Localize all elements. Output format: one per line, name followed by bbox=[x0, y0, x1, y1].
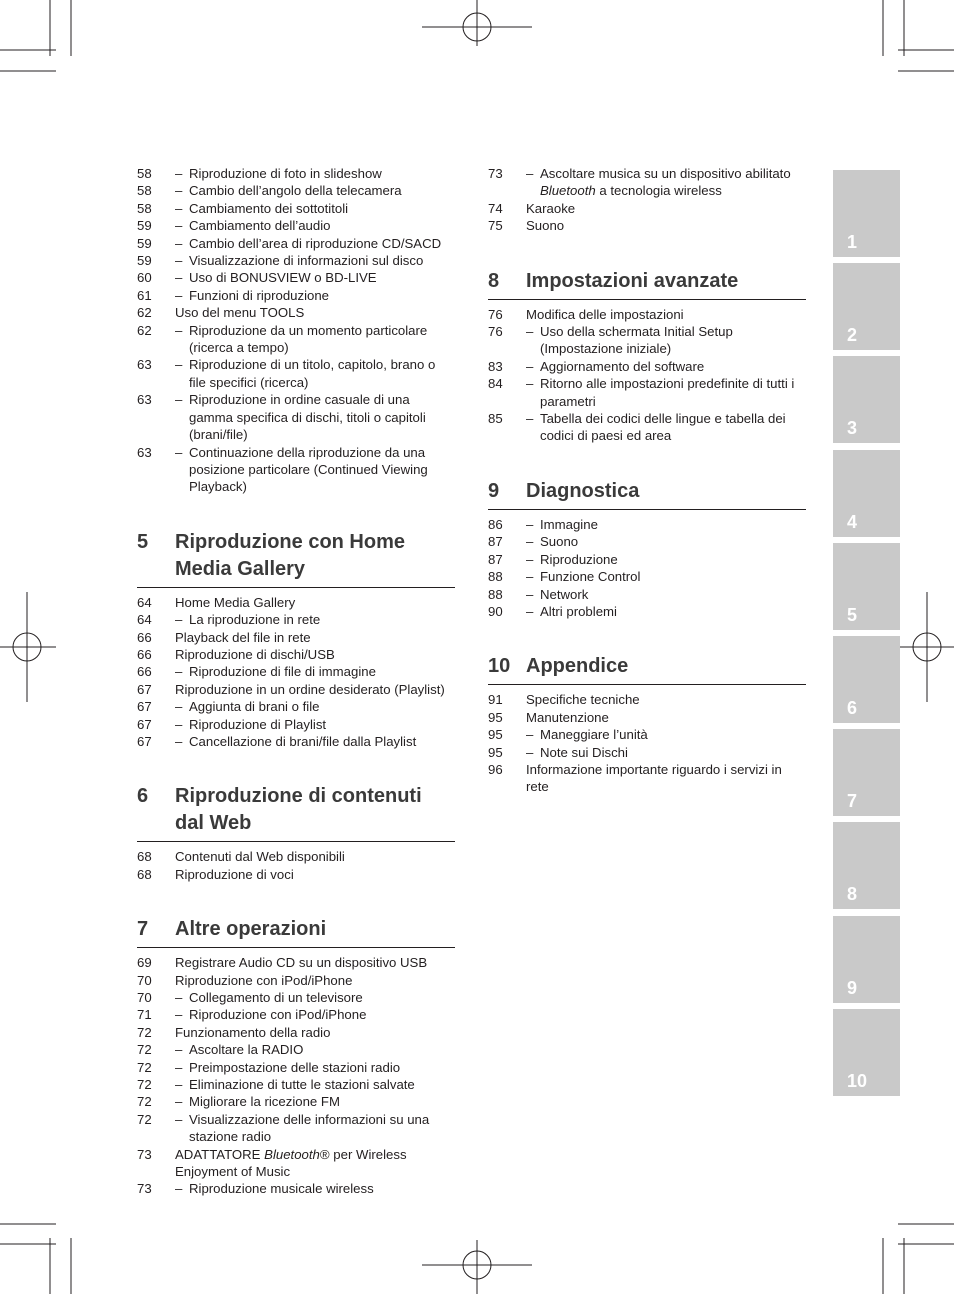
toc-section bbox=[137, 783, 455, 883]
toc-entry[interactable] bbox=[488, 533, 806, 550]
toc-entry[interactable] bbox=[488, 691, 806, 708]
entry-title: – Cambio dell’angolo della telecamera bbox=[175, 182, 455, 199]
page-number: 59 bbox=[137, 218, 152, 234]
page-number: 58 bbox=[137, 183, 152, 199]
page-number: 59 bbox=[137, 253, 152, 269]
toc-section bbox=[137, 529, 455, 751]
page-number: 72 bbox=[137, 1094, 152, 1110]
page-number: 67 bbox=[137, 699, 152, 715]
chapter-tab-8[interactable] bbox=[833, 822, 900, 909]
page-number: 67 bbox=[137, 733, 152, 749]
entry-title: ADATTATORE Bluetooth® per Wireless Enjoyment of Music bbox=[175, 1146, 407, 1180]
entry-title: – Ascoltare musica su un dispositivo abilitato Bluetooth a tecnologia wireless bbox=[526, 165, 806, 200]
page-number: 87 bbox=[488, 534, 503, 550]
toc-entry[interactable] bbox=[137, 1146, 455, 1181]
page-number: 64 bbox=[137, 594, 152, 610]
chapter-tab-6[interactable] bbox=[833, 636, 900, 723]
entry-title: – Altri problemi bbox=[526, 603, 806, 620]
toc-entry[interactable] bbox=[137, 681, 455, 698]
toc-entry[interactable] bbox=[488, 726, 806, 743]
entry-title: – Riproduzione bbox=[526, 551, 806, 568]
entry-title: – Aggiunta di brani o file bbox=[175, 698, 455, 715]
toc-entry[interactable] bbox=[488, 761, 806, 796]
chapter-tab-1[interactable] bbox=[833, 170, 900, 257]
toc-entry[interactable] bbox=[137, 322, 455, 357]
toc-entry[interactable] bbox=[137, 698, 455, 715]
toc-entry[interactable] bbox=[137, 304, 455, 321]
toc-section bbox=[488, 478, 806, 620]
page-number: 87 bbox=[488, 551, 503, 567]
entry-title: – Riproduzione da un momento particolare (ricerca a tempo) bbox=[175, 322, 455, 357]
page-number: 60 bbox=[137, 270, 152, 286]
entry-title: – Collegamento di un televisore bbox=[175, 989, 455, 1006]
page-number: 73 bbox=[137, 1181, 152, 1197]
entry-title: Registrare Audio CD su un dispositivo USB bbox=[175, 955, 428, 971]
chapter-tab-label: 8 bbox=[847, 884, 858, 905]
entry-title: Contenuti dal Web disponibili bbox=[175, 849, 345, 865]
toc-entry[interactable] bbox=[137, 165, 455, 182]
page-number: 88 bbox=[488, 569, 503, 585]
chapter-tab-3[interactable] bbox=[833, 356, 900, 443]
toc-section bbox=[488, 653, 806, 795]
page-number: 72 bbox=[137, 1024, 152, 1040]
toc-entry[interactable] bbox=[137, 391, 455, 443]
entry-title: Funzionamento della radio bbox=[175, 1024, 331, 1040]
toc-entry[interactable] bbox=[488, 217, 806, 234]
toc-right-column bbox=[488, 165, 806, 796]
toc-entry[interactable] bbox=[488, 200, 806, 217]
page-number: 91 bbox=[488, 692, 503, 708]
entry-title: – Riproduzione musicale wireless bbox=[175, 1180, 455, 1197]
toc-entry[interactable] bbox=[488, 323, 806, 358]
toc-section bbox=[137, 916, 455, 1198]
page-number: 72 bbox=[137, 1059, 152, 1075]
entry-title: – Riproduzione di foto in slideshow bbox=[175, 165, 455, 182]
page-number: 63 bbox=[137, 357, 152, 373]
toc-entry[interactable] bbox=[137, 663, 455, 680]
toc-entry[interactable] bbox=[488, 709, 806, 726]
entry-title: – Note sui Dischi bbox=[526, 744, 806, 761]
section-number: 6 bbox=[137, 785, 149, 808]
section-title: Altre operazioni bbox=[175, 918, 327, 941]
page-number: 83 bbox=[488, 358, 503, 374]
toc-entry[interactable] bbox=[488, 306, 806, 323]
entry-title: – Riproduzione in ordine casuale di una gamma specifica di dischi, titoli o capitoli (brani/file) bbox=[175, 391, 455, 443]
entry-title: – Network bbox=[526, 586, 806, 603]
section-heading bbox=[488, 268, 806, 300]
entry-title: – Riproduzione di un titolo, capitolo, brano o file specifici (ricerca) bbox=[175, 356, 455, 391]
entry-title: – Tabella dei codici delle lingue e tabella dei codici di paesi ed area bbox=[526, 410, 806, 445]
entry-title: Uso del menu TOOLS bbox=[175, 305, 305, 321]
entry-title: – Aggiornamento del software bbox=[526, 358, 806, 375]
toc-entry[interactable] bbox=[137, 217, 455, 234]
page-number: 62 bbox=[137, 322, 152, 338]
page-number: 88 bbox=[488, 586, 503, 602]
toc-entry[interactable] bbox=[137, 629, 455, 646]
section-heading bbox=[137, 529, 455, 588]
section-heading bbox=[137, 783, 455, 842]
section-number: 10 bbox=[488, 655, 511, 678]
page-number: 72 bbox=[137, 1042, 152, 1058]
entry-title: – Cambiamento dei sottotitoli bbox=[175, 200, 455, 217]
section-title: Riproduzione di contenuti dal Web bbox=[175, 785, 422, 835]
toc-entry[interactable] bbox=[137, 954, 455, 971]
toc-entry[interactable] bbox=[137, 356, 455, 391]
page-number: 63 bbox=[137, 444, 152, 460]
section-heading bbox=[137, 916, 455, 948]
chapter-tab-label: 1 bbox=[847, 232, 858, 252]
entry-title: – Visualizzazione delle informazioni su una stazione radio bbox=[175, 1111, 455, 1146]
section-heading bbox=[488, 653, 806, 685]
toc-entry[interactable] bbox=[137, 1059, 455, 1076]
entry-title: – Continuazione della riproduzione da una posizione particolare (Continued Viewing Playback) bbox=[175, 444, 455, 496]
entry-title: – Eliminazione di tutte le stazioni salvate bbox=[175, 1076, 455, 1093]
page-number: 66 bbox=[137, 646, 152, 662]
chapter-tab-7[interactable] bbox=[833, 729, 900, 816]
page-number: 66 bbox=[137, 664, 152, 680]
toc-entry[interactable] bbox=[137, 235, 455, 252]
chapter-tab-label: 4 bbox=[847, 511, 858, 532]
page-number: 72 bbox=[137, 1077, 152, 1093]
page-number: 74 bbox=[488, 200, 503, 216]
toc-entry[interactable] bbox=[137, 269, 455, 286]
toc-section bbox=[137, 165, 455, 496]
entry-title: Informazione importante riguardo i servizi in rete bbox=[526, 761, 782, 795]
toc-left-column bbox=[137, 165, 455, 1198]
page-number: 95 bbox=[488, 709, 503, 725]
toc-entry[interactable] bbox=[137, 1111, 455, 1146]
toc-entry[interactable] bbox=[488, 568, 806, 585]
entry-title: – Cancellazione di brani/file dalla Playlist bbox=[175, 733, 455, 750]
toc-entry[interactable] bbox=[137, 733, 455, 750]
toc-entry[interactable] bbox=[137, 182, 455, 199]
page-number: 58 bbox=[137, 200, 152, 216]
entry-title: – Cambiamento dell’audio bbox=[175, 217, 455, 234]
toc-entry[interactable] bbox=[488, 551, 806, 568]
page-number: 95 bbox=[488, 744, 503, 760]
chapter-tab-label: 6 bbox=[847, 697, 858, 718]
toc-entry[interactable] bbox=[137, 1006, 455, 1023]
entry-title: – Ascoltare la RADIO bbox=[175, 1041, 455, 1058]
toc-entry[interactable] bbox=[137, 1180, 455, 1197]
section-title: Diagnostica bbox=[526, 479, 640, 502]
entry-title: Specifiche tecniche bbox=[526, 692, 640, 708]
section-title: Riproduzione con Home Media Gallery bbox=[175, 530, 405, 580]
toc-entry[interactable] bbox=[137, 848, 455, 865]
section-heading bbox=[488, 478, 806, 510]
toc-entry[interactable] bbox=[137, 252, 455, 269]
page-number: 71 bbox=[137, 1007, 152, 1023]
toc-entry[interactable] bbox=[137, 972, 455, 989]
toc-entry[interactable] bbox=[137, 716, 455, 733]
chapter-tab-label: 5 bbox=[847, 604, 858, 625]
entry-title: – Riproduzione di Playlist bbox=[175, 716, 455, 733]
entry-title: – Visualizzazione di informazioni sul disco bbox=[175, 252, 455, 269]
page-number: 73 bbox=[137, 1146, 152, 1162]
page-number: 68 bbox=[137, 866, 152, 882]
toc-entry[interactable] bbox=[137, 1041, 455, 1058]
page-number: 72 bbox=[137, 1111, 152, 1127]
entry-title: – Migliorare la ricezione FM bbox=[175, 1093, 455, 1110]
page-number: 96 bbox=[488, 761, 503, 777]
entry-title: Riproduzione di voci bbox=[175, 866, 294, 882]
entry-title: – Preimpostazione delle stazioni radio bbox=[175, 1059, 455, 1076]
section-title: Appendice bbox=[526, 655, 629, 678]
toc-section bbox=[488, 165, 806, 235]
section-number: 9 bbox=[488, 479, 500, 502]
entry-title: Playback del file in rete bbox=[175, 629, 311, 645]
entry-title: – Ritorno alle impostazioni predefinite di tutti i parametri bbox=[526, 375, 806, 410]
page-number: 67 bbox=[137, 716, 152, 732]
entry-title: Suono bbox=[526, 218, 565, 234]
entry-title: – Riproduzione di file di immagine bbox=[175, 663, 455, 680]
section-number: 5 bbox=[137, 530, 149, 553]
chapter-tab-2[interactable] bbox=[833, 263, 900, 350]
entry-title: – Funzione Control bbox=[526, 568, 806, 585]
toc-entry[interactable] bbox=[137, 646, 455, 663]
chapter-tab-label: 9 bbox=[847, 977, 858, 998]
page-number: 75 bbox=[488, 218, 503, 234]
entry-title: Manutenzione bbox=[526, 709, 609, 725]
entry-title: Riproduzione con iPod/iPhone bbox=[175, 972, 353, 988]
toc-entry[interactable] bbox=[137, 866, 455, 883]
toc-entry[interactable] bbox=[488, 375, 806, 410]
page-number: 70 bbox=[137, 990, 152, 1005]
chapter-tab-label: 7 bbox=[847, 791, 858, 812]
page-number: 64 bbox=[137, 612, 152, 628]
page-number: 68 bbox=[137, 849, 152, 865]
page-number: 61 bbox=[137, 287, 152, 303]
page-number: 67 bbox=[137, 681, 152, 697]
page-number: 70 bbox=[137, 972, 152, 988]
entry-title: – Uso di BONUSVIEW o BD-LIVE bbox=[175, 269, 455, 286]
toc-entry[interactable] bbox=[488, 358, 806, 375]
toc-entry[interactable] bbox=[137, 200, 455, 217]
entry-title: – La riproduzione in rete bbox=[175, 611, 455, 628]
toc-entry[interactable] bbox=[137, 1093, 455, 1110]
page-number: 62 bbox=[137, 305, 152, 321]
page-number: 76 bbox=[488, 306, 503, 322]
chapter-tab-4[interactable] bbox=[833, 450, 900, 537]
toc-entry[interactable] bbox=[137, 1024, 455, 1041]
toc-entry[interactable] bbox=[488, 744, 806, 761]
chapter-tab-label: 10 bbox=[847, 1070, 868, 1091]
toc-entry[interactable] bbox=[137, 287, 455, 304]
page-number: 85 bbox=[488, 411, 503, 427]
page-number: 76 bbox=[488, 324, 503, 340]
entry-title: Modifica delle impostazioni bbox=[526, 306, 684, 322]
toc-entry[interactable] bbox=[137, 611, 455, 628]
toc-entry[interactable] bbox=[137, 444, 455, 496]
page-number: 90 bbox=[488, 603, 503, 619]
toc-entry[interactable] bbox=[488, 410, 806, 445]
page-number: 86 bbox=[488, 516, 503, 532]
page-number: 73 bbox=[488, 166, 503, 181]
chapter-tabs bbox=[833, 170, 900, 1102]
section-number: 7 bbox=[137, 918, 149, 941]
toc-section bbox=[488, 268, 806, 445]
entry-title: Riproduzione di dischi/USB bbox=[175, 646, 335, 662]
page-number: 58 bbox=[137, 166, 152, 181]
entry-title: Home Media Gallery bbox=[175, 594, 296, 610]
chapter-tab-5[interactable] bbox=[833, 543, 900, 630]
page-number: 59 bbox=[137, 235, 152, 251]
entry-title: – Maneggiare l’unità bbox=[526, 726, 806, 743]
toc-entry[interactable] bbox=[488, 516, 806, 533]
entry-title: – Cambio dell’area di riproduzione CD/SACD bbox=[175, 235, 455, 252]
toc-entry[interactable] bbox=[137, 1076, 455, 1093]
chapter-tab-9[interactable] bbox=[833, 916, 900, 1003]
toc-entry[interactable] bbox=[137, 989, 455, 1006]
page-number: 66 bbox=[137, 629, 152, 645]
section-number: 8 bbox=[488, 269, 500, 292]
entry-title: – Suono bbox=[526, 533, 806, 550]
chapter-tab-10[interactable] bbox=[833, 1009, 900, 1096]
toc-entry[interactable] bbox=[488, 603, 806, 620]
entry-title: Karaoke bbox=[526, 200, 576, 216]
page-number: 84 bbox=[488, 376, 503, 392]
entry-title: – Funzioni di riproduzione bbox=[175, 287, 455, 304]
chapter-tab-label: 3 bbox=[847, 418, 858, 439]
chapter-tab-label: 2 bbox=[847, 325, 858, 346]
page-number: 69 bbox=[137, 955, 152, 971]
section-title: Impostazioni avanzate bbox=[526, 269, 739, 292]
toc-entry[interactable] bbox=[137, 594, 455, 611]
toc-entry[interactable] bbox=[488, 165, 806, 200]
entry-title: – Immagine bbox=[526, 516, 806, 533]
entry-title: – Uso della schermata Initial Setup (Impostazione iniziale) bbox=[526, 323, 806, 358]
page-number: 95 bbox=[488, 727, 503, 743]
entry-title: Riproduzione in un ordine desiderato (Playlist) bbox=[175, 681, 445, 697]
page-number: 63 bbox=[137, 392, 152, 408]
toc-entry[interactable] bbox=[488, 586, 806, 603]
entry-title: – Riproduzione con iPod/iPhone bbox=[175, 1006, 455, 1023]
